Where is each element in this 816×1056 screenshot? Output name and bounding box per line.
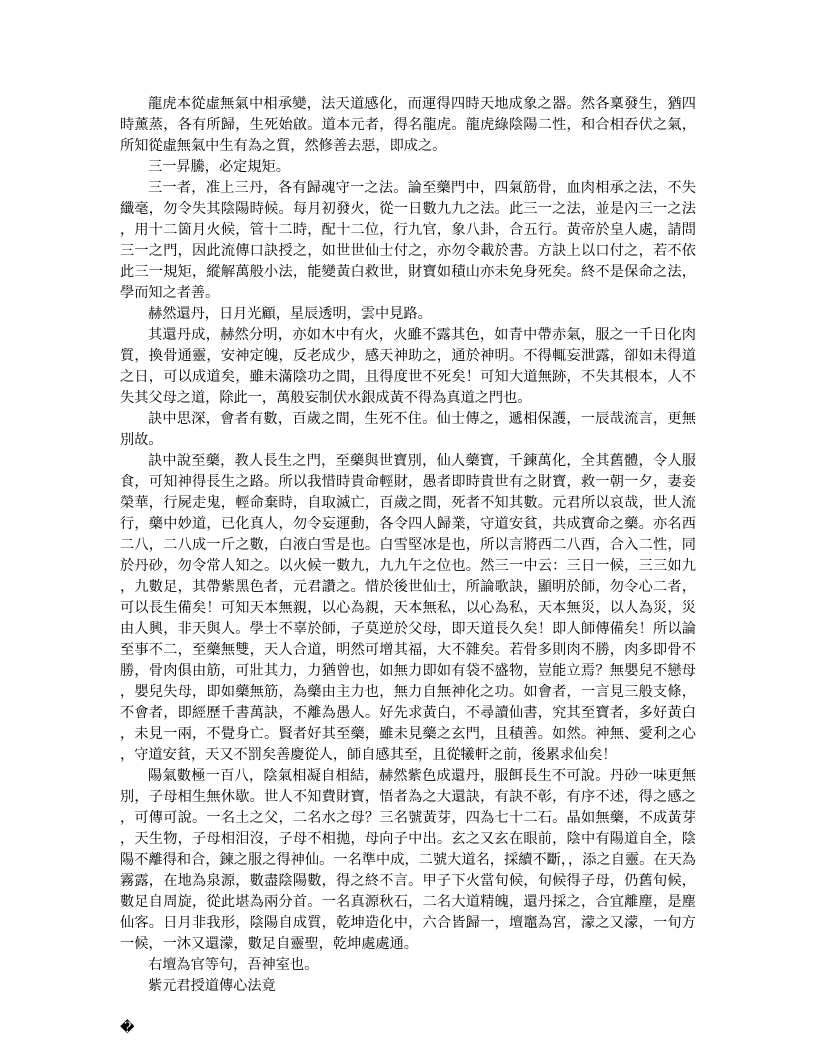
paragraph-5: 其還丹成，赫然分明，亦如木中有火，火雖不露其色，如青中帶赤氣，服之一千日化肉質，換骨通靈，安神定魄，反老成少，感天神助之，通於神明。不得輒妄泄露，卻如未得道之日，可以成道矣，雖未滿陰功之間，且得度世不死矣！可知大道無跡，不失其根本，人不失其父母之道，除此一，萬般妄制伏水銀成黃不得為真道之門也。 — [120, 327, 696, 406]
paragraph-7: 訣中說至藥，教人長生之門，至藥與世寶別，仙人藥寶，千鍊萬化，全其舊體，令人服食，可知神得長生之路。所以我惜時貴命輕財，愚者即時貴世有之財寶，救一朝一夕，妻妾榮華，行屍走鬼，輕命棄時，自取滅亡，百歲之間，死者不知其數。元君所以哀哉，世人流行，藥中妙道，已化真人，勿令妄運動，各令四人歸業，守道安貧，共成寶命之藥。亦名西二八，二八成一斤之數，白液白雪是也。白雪堅冰是也，所以言將西二八酉，合入二性，同於丹砂，勿令常人知之。以火候一數九，九九午之位也。然三一中云：三日一候，三三如九，九數足，其帶紫黑色者，元君讚之。惜於後世仙士，所論歌訣，顯明於師，勿令心二者，可以長生備矣！可知天本無親，以心為親，天本無私，以心為私，天本無災，以人為災，災由人興，非天與人。學士不辜於師，子莫逆於父母，即天道長久矣！即人師傳備矣！所以論至事不二，至藥無雙，天人合道，明然可增其福，大不雜矣。若骨多則肉不勝，肉多即骨不勝，骨肉俱由筋，可壯其力，力猶曾也，如無力即如有袋不盛物，豈能立焉？無嬰兒不戀母，嬰兒失母，即如藥無筋，為藥由主力也，無力自無神化之功。如會者，一言見三般支條，不會者，即經歷千書萬訣，不離為愚人。好先求黃白，不尋讀仙書，究其至寶者，多好黃白，未見一兩，不覺身亡。賢者好其至藥，雖未見藥之玄門，且積善。如然。神無、愛利之心，守道安貧，天又不罰矣善慶從人，師自感其至，且從犧軒之前，後累求仙矣！ — [120, 453, 696, 763]
paragraph-2: 三一昇騰，必定規矩。 — [148, 159, 290, 175]
paragraph-9: 右壇為官等句，吾神室也。 — [148, 957, 319, 973]
paragraph-8: 陽氣數極一百八，陰氣相凝自相結，赫然紫色成還丹，服餌長生不可說。丹砂一味更無別，子母相生無休歇。世人不知費財寶，悟者為之大還訣，有訣不彰，有序不述，得之感之，可傳可說。一名土之父，二名水之母？三名號黃芽，四為七十二石。晶如無藥，不成黃芽，天生物，子母相泪沒，子母不相拋，母向子中出。玄之又玄在眼前，陰中有陽道自全，陰陽不離得和合，鍊之服之得神仙。一名準中成，二號大道名，採續不斷，，添之自靈。在天為霧露，在地為泉源，數盡陰陽數，得之終不言。甲子下火當旬候，旬候得子母，仍舊旬候，數足自周旋，從此堪為兩分首。一名真源秋石，二名大道精魄，還丹採之，合宜離塵，是塵仙客。日月非我形，陰陽自成質，乾坤造化中，六合皆歸一，壇竈為宮，濛之又濛，一旬方一候，一沐又還濛，數足自靈聖，乾坤處處通。 — [120, 768, 696, 952]
end-mark: � — [120, 1020, 135, 1036]
paragraph-1: 龍虎本從虛無氣中相承變，法天道感化，而運得四時天地成象之器。然各稟發生，猶四時薰蒸，各有所歸，生死始啟。道本元者，得名龍虎。龍虎綠陰陽二性，和合相吞伏之氣，所知從虛無氣中生有為之質，然修善去惡，即成之。 — [120, 96, 696, 154]
document-page — [120, 94, 696, 1039]
paragraph-10: 紫元君授道傳心法竟 — [148, 978, 276, 994]
paragraph-4: 赫然還丹，日月光顧，星辰透明，雲中見路。 — [148, 306, 432, 322]
paragraph-3: 三一者，准上三丹，各有歸魂守一之法。論至藥門中，四氣筋骨，血肉相承之法，不失纖毫，勿令失其陰陽時候。每月初發火，從一日數九九之法。此三一之法，並是內三一之法，用十二箇月火候，管十二時，配十二位，行九官，象八卦，合五行。黃帝於皇人處，請問三一之門，因此流傳口訣授之，如世世仙士付之，亦勿令載於書。方訣上以口付之，若不依此三一規矩，縱解萬般小法，能變黃白救世，財寶如積山亦未免身死矣。終不是保命之法，學而知之者善。 — [120, 180, 696, 301]
paragraph-6: 訣中思深，會者有數，百歲之間，生死不住。仙士傳之，遞相保護，一辰哉流言，更無別故。 — [120, 411, 696, 448]
